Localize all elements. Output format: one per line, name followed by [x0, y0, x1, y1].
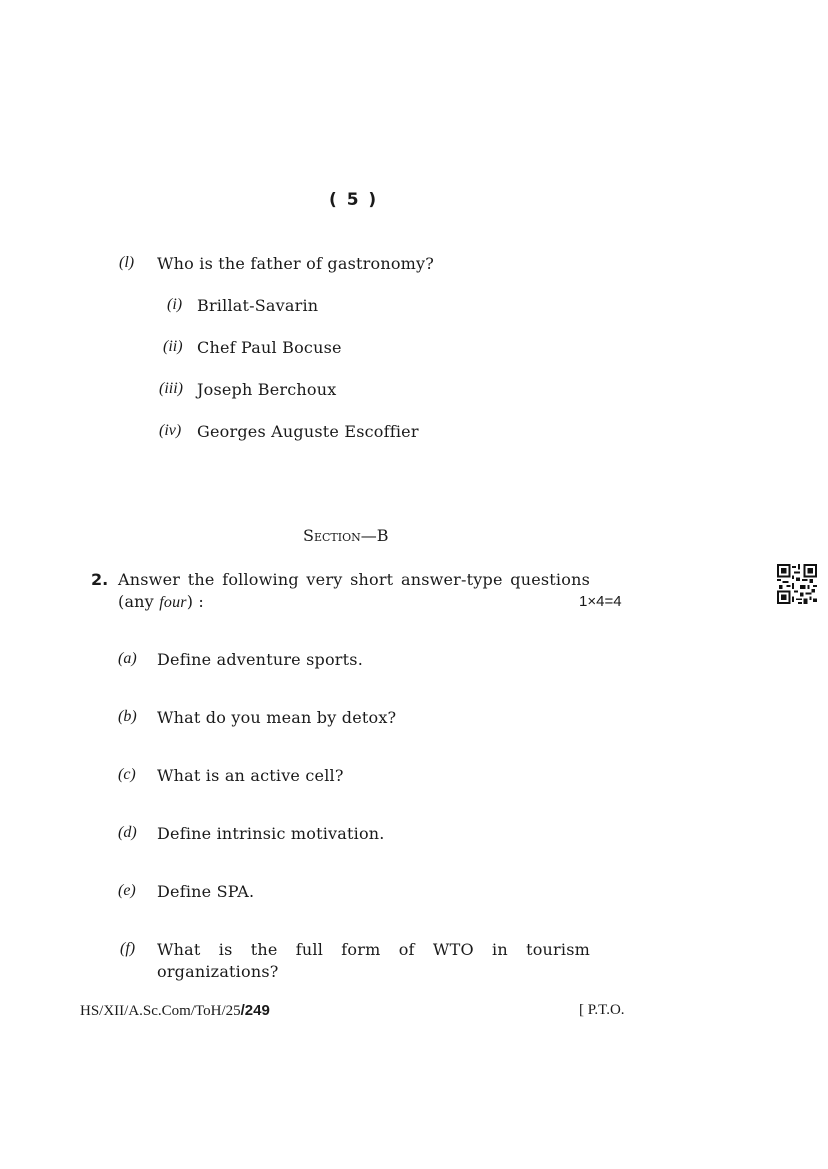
question-2-line2	[118, 592, 204, 612]
subquestion-f-label: (f)	[120, 940, 136, 957]
option-iii-label: (iii)	[159, 380, 183, 397]
page-number: ( 5 )	[329, 190, 379, 210]
question-2-number: 2.	[91, 570, 109, 589]
option-ii-label: (ii)	[163, 338, 183, 355]
footer-paper-code	[80, 1002, 270, 1020]
subquestion-c-text: What is an active cell?	[157, 766, 344, 785]
question-2-line2-italic: four	[159, 594, 187, 611]
question-2-line1: Answer the following very short answer-type questions	[118, 570, 590, 589]
subquestion-d-text: Define intrinsic motivation.	[157, 824, 385, 843]
option-iv-label: (iv)	[159, 422, 182, 439]
footer-code-suffix: /249	[240, 1002, 270, 1019]
subquestion-a-label: (a)	[118, 650, 137, 667]
option-iii-text: Joseph Berchoux	[197, 380, 337, 399]
subquestion-b-text: What do you mean by detox?	[157, 708, 397, 727]
subquestion-d-label: (d)	[118, 824, 137, 841]
subquestion-e-label: (e)	[118, 882, 136, 899]
question-l-label: (l)	[119, 254, 135, 271]
subquestion-b-label: (b)	[118, 708, 137, 725]
subquestion-a-text: Define adventure sports.	[157, 650, 363, 669]
section-title-prefix: Section	[303, 526, 361, 545]
subquestion-f-line1: What is the full form of WTO in tourism	[157, 940, 590, 959]
subquestion-f-line2: organizations?	[157, 962, 279, 981]
footer-code-prefix: HS/XII/A.Sc.Com/ToH/25	[80, 1003, 241, 1019]
option-ii-text: Chef Paul Bocuse	[197, 338, 342, 357]
question-2-marks: 1×4=4	[579, 593, 622, 610]
option-iv-text: Georges Auguste Escoffier	[197, 422, 419, 441]
subquestion-c-label: (c)	[118, 766, 136, 783]
question-l-text: Who is the father of gastronomy?	[157, 254, 435, 273]
option-i-text: Brillat-Savarin	[197, 296, 319, 315]
question-2-line2-start: (any	[118, 592, 160, 611]
qr-code-icon	[777, 564, 817, 604]
option-i-label: (i)	[167, 296, 183, 313]
section-b-title	[303, 526, 389, 545]
footer-pto: [ P.T.O.	[579, 1002, 625, 1018]
section-title-suffix: —B	[360, 526, 389, 545]
question-2-line2-end: ) :	[186, 592, 205, 611]
subquestion-e-text: Define SPA.	[157, 882, 255, 901]
